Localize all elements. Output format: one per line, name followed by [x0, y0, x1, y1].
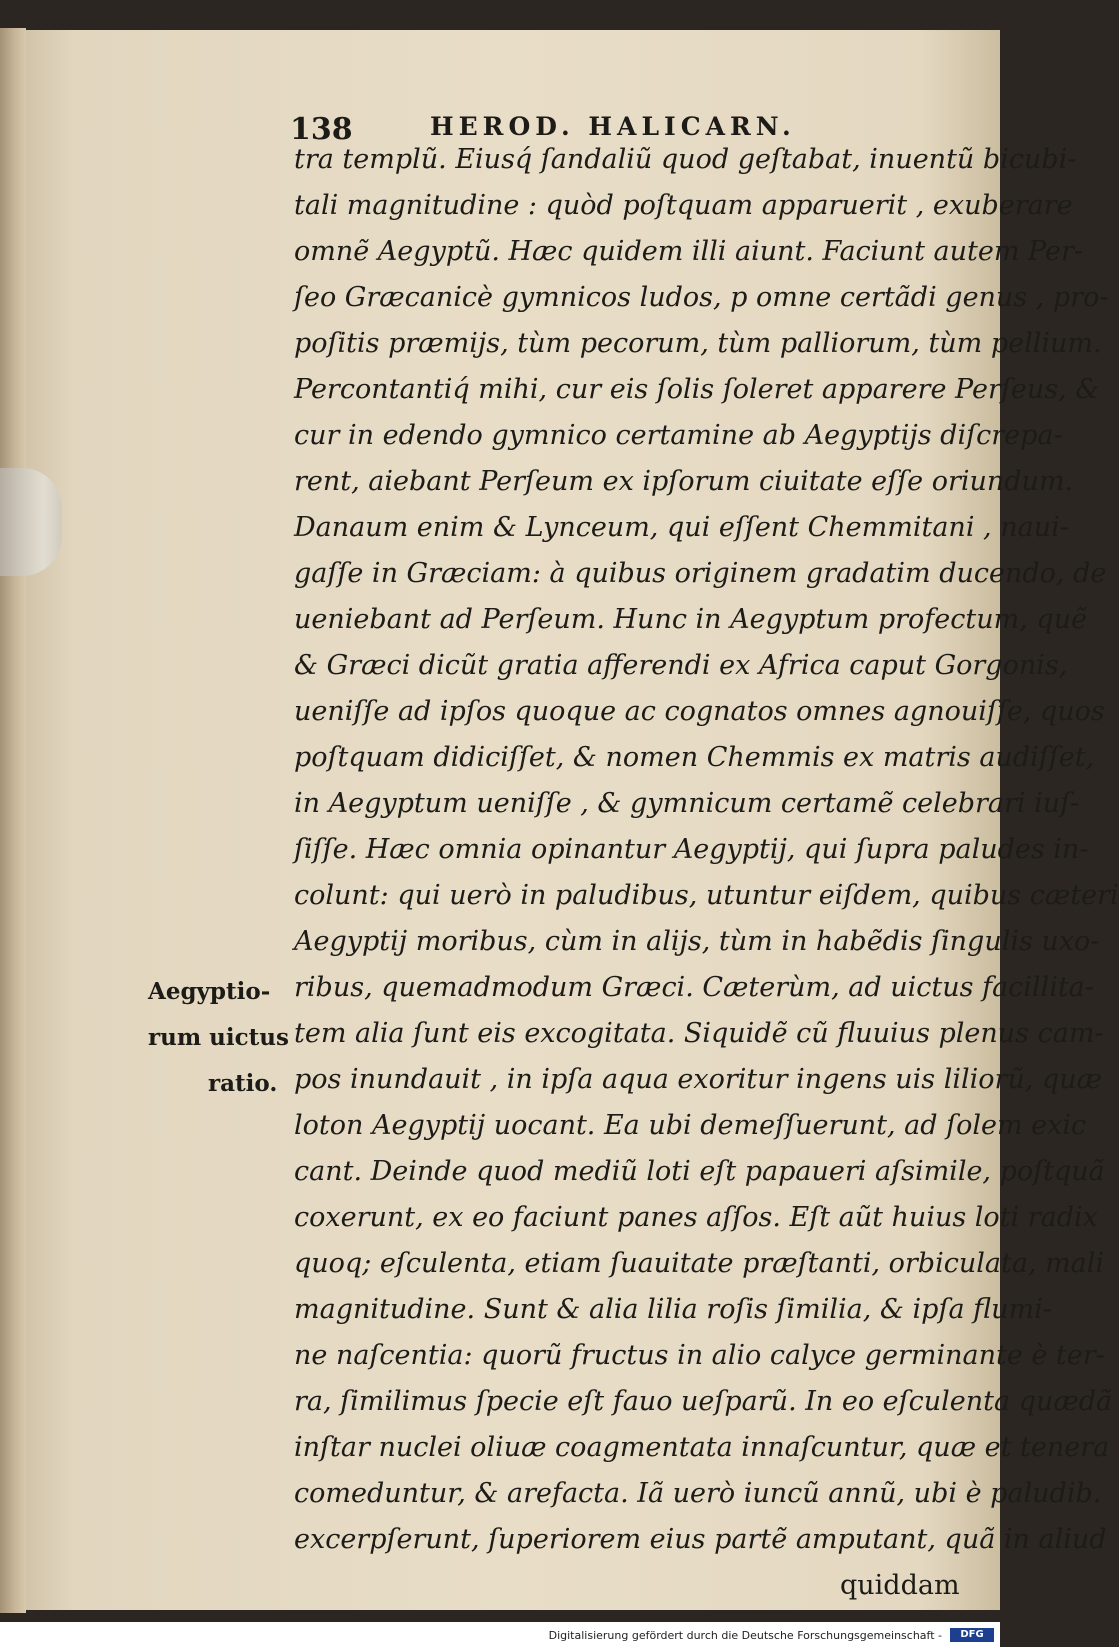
- text-line: magnitudine. Sunt & alia lilia roſis ſimilia, & ipſa flumi-: [294, 1294, 1052, 1325]
- text-line: omnẽ Aegyptũ. Hæc quidem illi aiunt. Faciunt autem Per-: [294, 236, 1083, 267]
- digitization-credit: Digitalisierung gefördert durch die Deutsche Forschungsgemeinschaft -: [548, 1629, 942, 1642]
- margin-note-line: ratio.: [208, 1070, 278, 1097]
- text-line: tali magnitudine : quòd poſtquam apparuerit , exuberare: [294, 190, 1073, 221]
- text-line: Danaum enim & Lynceum, qui eſſent Chemmitani , naui-: [294, 512, 1069, 543]
- text-line: in Aegyptum ueniſſe , & gymnicum certamẽ celebrari iuſ-: [294, 788, 1080, 819]
- text-line: cur in edendo gymnico certamine ab Aegyptijs diſcrepa-: [294, 420, 1063, 451]
- text-line: coxerunt, ex eo faciunt panes aſſos. Eſt aũt huius loti radix: [294, 1202, 1098, 1233]
- margin-note-line: Aegyptio-: [148, 978, 271, 1005]
- text-line: quoq; eſculenta, etiam ſuauitate præſtanti, orbiculata, mali: [294, 1248, 1105, 1279]
- text-line: loton Aegyptij uocant. Ea ubi demeſſuerunt, ad ſolem exic: [294, 1110, 1087, 1141]
- page-edge-gutter: [0, 28, 26, 1613]
- text-line: ribus, quemadmodum Græci. Cæterùm, ad uictus facillita-: [294, 972, 1094, 1003]
- page-number: 138: [290, 112, 353, 147]
- text-line: tra templũ. Eiusq́ ſandaliũ quod geſtabat, inuentũ bicubi-: [294, 144, 1077, 175]
- text-line: ra, ſimilimus ſpecie eſt fauo ueſparũ. In eo eſculenta quædã: [294, 1386, 1113, 1417]
- text-line: ſeo Græcanicè gymnicos ludos, p omne certãdi genus , pro-: [294, 282, 1109, 313]
- text-line: colunt: qui uerò in paludibus, utuntur eiſdem, quibus cæteri: [294, 880, 1119, 911]
- text-line: excerpſerunt, ſuperiorem eius partẽ amputant, quã in aliud: [294, 1524, 1107, 1555]
- text-line: ueniebant ad Perſeum. Hunc in Aegyptum profectum, quẽ: [294, 604, 1088, 635]
- text-line: rent, aiebant Perſeum ex ipſorum ciuitate eſſe oriundum.: [294, 466, 1074, 497]
- text-line: Aegyptij moribus, cùm in alijs, tùm in habẽdis ſingulis uxo-: [294, 926, 1100, 957]
- text-line: ueniſſe ad ipſos quoque ac cognatos omnes agnouiſſe, quos: [294, 696, 1105, 727]
- running-head: HEROD. HALICARN.: [430, 112, 796, 141]
- dfg-logo: DFG: [950, 1628, 994, 1642]
- text-line: ſiſſe. Hæc omnia opinantur Aegyptij, qui ſupra paludes in-: [294, 834, 1089, 865]
- text-line: gaſſe in Græciam: à quibus originem gradatim ducendo, de: [294, 558, 1107, 589]
- text-line: Percontantiq́ mihi, cur eis ſolis ſoleret apparere Perſeus, &: [294, 374, 1100, 405]
- text-line: comeduntur, & arefacta. Iã uerò iuncũ annũ, ubi è paludib.: [294, 1478, 1102, 1509]
- text-line: poſtquam didiciſſet, & nomen Chemmis ex matris audiſſet,: [294, 742, 1095, 773]
- text-line: inſtar nuclei oliuæ coagmentata innaſcuntur, quæ et tenera: [294, 1432, 1110, 1463]
- text-line: cant. Deinde quod mediũ loti eſt papaueri aſsimile, poſtquã: [294, 1156, 1105, 1187]
- catchword: quiddam: [840, 1570, 960, 1601]
- text-line: tem alia ſunt eis excogitata. Siquidẽ cũ fluuius plenus cam-: [294, 1018, 1104, 1049]
- text-line: & Græci dicũt gratia afferendi ex Africa caput Gorgonis,: [294, 650, 1068, 681]
- margin-note-line: rum uictus: [148, 1024, 289, 1051]
- bookmark-tab: [0, 468, 62, 576]
- text-line: pos inundauit , in ipſa aqua exoritur ingens uis liliorũ, quæ: [294, 1064, 1103, 1095]
- text-line: ne naſcentia: quorũ fructus in alio calyce germinante è ter-: [294, 1340, 1105, 1371]
- text-line: poſitis præmijs, tùm pecorum, tùm palliorum, tùm pellium.: [294, 328, 1102, 359]
